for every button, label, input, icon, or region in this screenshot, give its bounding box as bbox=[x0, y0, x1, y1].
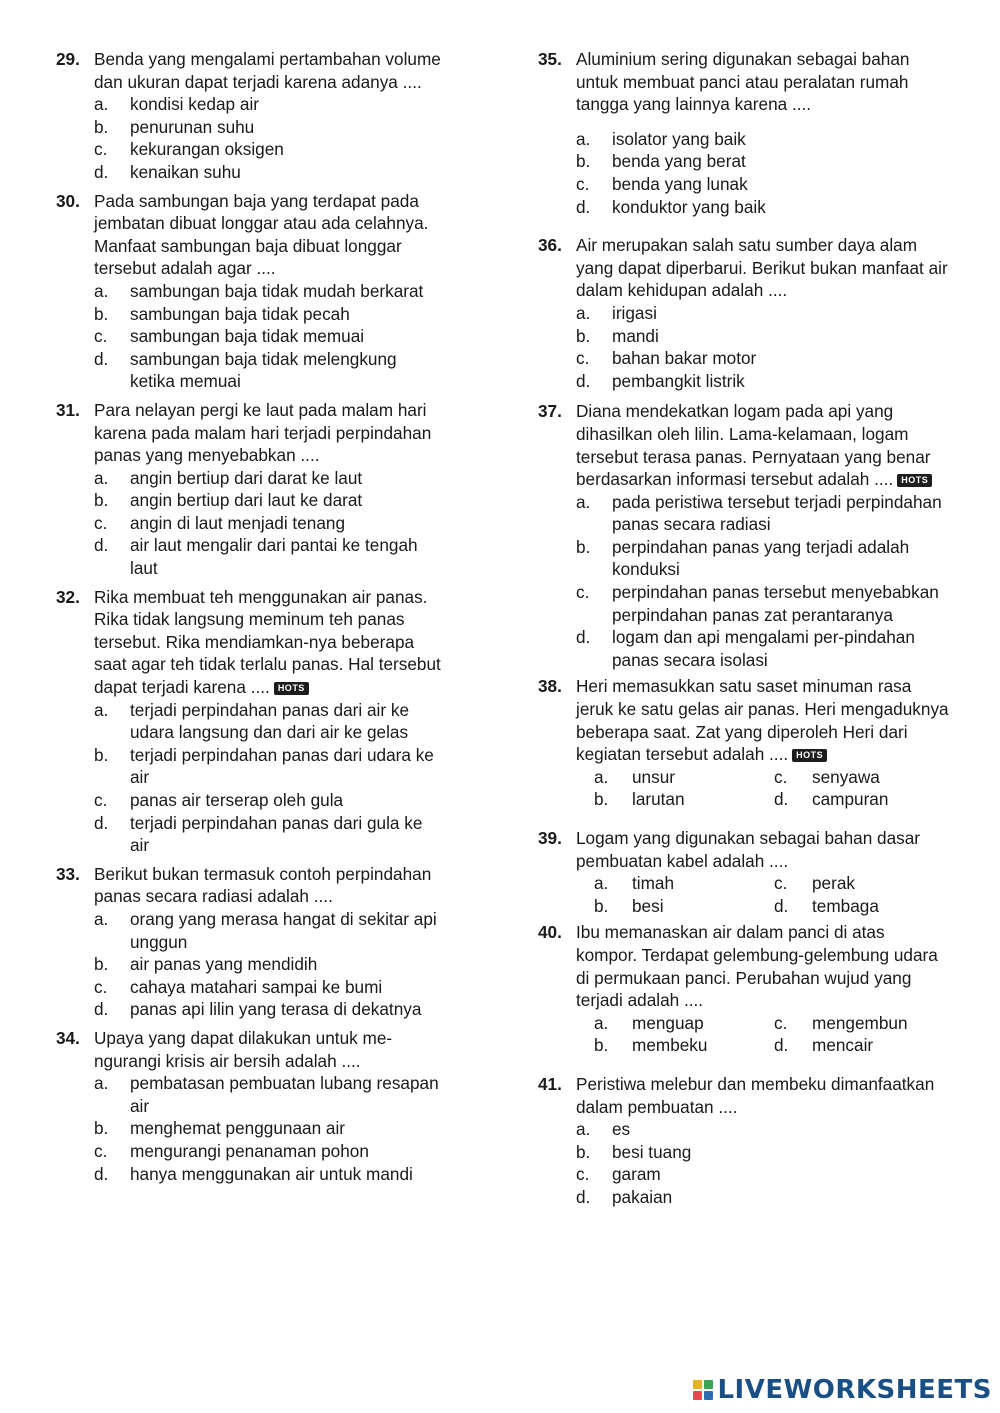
question-text: Diana mendekatkan logam pada api yang dihasilkan oleh lilin. Lama-kelamaan, logam tersebut terasa panas. Pernyataan yang benar berdasarkan informasi tersebut adalah .... bbox=[576, 401, 931, 490]
answer-option-d[interactable] bbox=[576, 370, 950, 393]
answer-option-d[interactable] bbox=[576, 1186, 950, 1209]
question-30 bbox=[56, 190, 441, 393]
option-letter: d. bbox=[94, 535, 109, 556]
answer-option-c[interactable] bbox=[576, 581, 950, 626]
answer-option-b[interactable] bbox=[576, 325, 950, 348]
option-text: air laut mengalir dari pantai ke tengah laut bbox=[130, 535, 418, 579]
option-letter: d. bbox=[576, 370, 591, 391]
answer-option-d[interactable] bbox=[576, 196, 950, 219]
question-header bbox=[56, 190, 441, 280]
answer-option-d[interactable] bbox=[94, 812, 441, 857]
option-text: terjadi perpindahan panas dari udara ke air bbox=[130, 744, 434, 788]
question-number: 39. bbox=[538, 828, 562, 848]
option-text: senyawa bbox=[812, 766, 880, 787]
option-text: perak bbox=[812, 873, 855, 894]
question-header bbox=[538, 675, 950, 765]
answer-option-b[interactable] bbox=[594, 788, 774, 811]
option-text: hanya menggunakan air untuk mandi bbox=[130, 1163, 413, 1184]
question-32 bbox=[56, 586, 441, 857]
option-text: benda yang berat bbox=[612, 151, 746, 172]
question-number: 36. bbox=[538, 235, 562, 256]
option-text: pembangkit listrik bbox=[612, 370, 745, 391]
answer-option-b[interactable] bbox=[94, 744, 441, 789]
logo-square-2 bbox=[704, 1380, 713, 1389]
question-header bbox=[538, 827, 950, 872]
answer-option-d[interactable] bbox=[94, 998, 441, 1021]
option-text: es bbox=[612, 1119, 631, 1140]
question-stem bbox=[94, 48, 441, 93]
liveworksheets-watermark[interactable] bbox=[693, 1375, 992, 1405]
option-text: tembaga bbox=[812, 895, 879, 916]
question-29 bbox=[56, 48, 441, 184]
question-number: 30. bbox=[56, 190, 80, 211]
option-text: besi bbox=[632, 895, 664, 916]
option-letter: c. bbox=[774, 1012, 788, 1033]
option-text: garam bbox=[612, 1164, 661, 1185]
question-stem bbox=[94, 190, 441, 280]
answer-option-b[interactable] bbox=[94, 303, 441, 326]
option-text: campuran bbox=[812, 789, 889, 810]
answer-option-d[interactable] bbox=[94, 1163, 441, 1186]
answer-option-a[interactable] bbox=[594, 872, 774, 895]
option-letter: c. bbox=[94, 512, 108, 533]
question-38 bbox=[538, 675, 950, 811]
answer-option-d[interactable] bbox=[94, 348, 441, 393]
option-letter: a. bbox=[94, 467, 109, 488]
option-letter: b. bbox=[594, 789, 609, 810]
answer-options bbox=[594, 766, 950, 811]
option-text: mengurangi penanaman pohon bbox=[130, 1140, 369, 1161]
answer-option-d[interactable] bbox=[94, 534, 441, 579]
option-letter: a. bbox=[576, 128, 591, 149]
option-letter: c. bbox=[94, 976, 108, 997]
question-stem bbox=[576, 1073, 950, 1118]
question-stem bbox=[576, 827, 950, 872]
option-letter: a. bbox=[594, 873, 609, 894]
option-letter: d. bbox=[774, 895, 789, 916]
option-letter: c. bbox=[94, 326, 108, 347]
question-stem bbox=[94, 1027, 441, 1072]
answer-option-b[interactable] bbox=[94, 489, 441, 512]
option-letter: b. bbox=[94, 744, 109, 765]
answer-options bbox=[594, 872, 950, 917]
answer-options bbox=[94, 93, 441, 183]
option-letter: c. bbox=[94, 790, 108, 810]
question-stem bbox=[576, 675, 950, 765]
answer-option-a[interactable] bbox=[576, 1118, 950, 1141]
question-header bbox=[538, 921, 950, 1011]
option-text: terjadi perpindahan panas dari gula ke air bbox=[130, 812, 423, 856]
option-letter: b. bbox=[576, 1141, 591, 1162]
question-stem bbox=[576, 400, 950, 490]
answer-options bbox=[94, 280, 441, 393]
answer-option-a[interactable] bbox=[94, 467, 441, 490]
answer-option-a[interactable] bbox=[94, 280, 441, 303]
option-text: terjadi perpindahan panas dari air ke udara langsung dan dari air ke gelas bbox=[130, 699, 410, 743]
answer-option-c[interactable] bbox=[774, 766, 954, 789]
answer-option-b[interactable] bbox=[94, 116, 441, 139]
answer-option-a[interactable] bbox=[94, 908, 441, 953]
answer-option-a[interactable] bbox=[594, 766, 774, 789]
option-text: kondisi kedap air bbox=[130, 94, 259, 115]
option-text: larutan bbox=[632, 789, 685, 810]
answer-option-a[interactable] bbox=[576, 128, 950, 151]
question-number: 41. bbox=[538, 1073, 562, 1094]
option-letter: c. bbox=[576, 348, 590, 369]
brand-name: LIVEWORKSHEETS bbox=[717, 1375, 992, 1405]
question-stem bbox=[94, 586, 441, 699]
question-text: Ibu memanaskan air dalam panci di atas kompor. Terdapat gelembung-gelembung udara di permukaan panci. Perubahan wujud yang terjadi adalah .... bbox=[576, 922, 938, 1011]
option-text: angin di laut menjadi tenang bbox=[130, 512, 346, 533]
option-text: sambungan baja tidak pecah bbox=[130, 303, 350, 324]
hots-badge: HOTS bbox=[792, 749, 827, 762]
option-letter: c. bbox=[576, 1164, 590, 1185]
answer-option-b[interactable] bbox=[594, 1034, 774, 1057]
question-36 bbox=[538, 234, 950, 392]
option-letter: b. bbox=[576, 151, 591, 172]
option-letter: b. bbox=[94, 1118, 109, 1139]
option-text: sambungan baja tidak melengkung ketika memuai bbox=[130, 348, 397, 392]
option-text: mengembun bbox=[812, 1012, 908, 1033]
question-header bbox=[56, 48, 441, 93]
option-letter: d. bbox=[774, 789, 789, 810]
option-text: orang yang merasa hangat di sekitar api unggun bbox=[130, 908, 437, 952]
question-text: Pada sambungan baja yang terdapat pada jembatan dibuat longgar atau ada celahnya. Manfaat sambungan baja dibuat longgar tersebut adalah agar .... bbox=[94, 190, 429, 279]
question-stem bbox=[94, 863, 441, 908]
answer-option-c[interactable] bbox=[94, 325, 441, 348]
answer-options bbox=[94, 1072, 441, 1185]
question-number: 33. bbox=[56, 863, 80, 884]
option-text: konduktor yang baik bbox=[612, 196, 766, 217]
option-letter: d. bbox=[94, 812, 109, 833]
answer-options bbox=[94, 908, 441, 1021]
question-35 bbox=[538, 48, 950, 218]
answer-option-c[interactable] bbox=[774, 1012, 954, 1035]
answer-option-b[interactable] bbox=[594, 895, 774, 918]
answer-option-a[interactable] bbox=[576, 302, 950, 325]
question-number: 32. bbox=[56, 586, 80, 607]
option-text: pakaian bbox=[612, 1186, 673, 1207]
question-31 bbox=[56, 399, 441, 580]
option-letter: b. bbox=[576, 325, 591, 346]
answer-option-a[interactable] bbox=[576, 491, 950, 536]
option-text: perpindahan panas yang terjadi adalah konduksi bbox=[612, 536, 910, 580]
option-letter: d. bbox=[94, 999, 109, 1020]
answer-option-b[interactable] bbox=[576, 150, 950, 173]
question-number: 37. bbox=[538, 401, 562, 422]
answer-option-d[interactable] bbox=[576, 626, 950, 671]
option-text: irigasi bbox=[612, 302, 657, 323]
option-text: sambungan baja tidak memuai bbox=[130, 326, 365, 347]
answer-option-c[interactable] bbox=[774, 872, 954, 895]
option-text: perpindahan panas tersebut menyebabkan perpindahan panas zat perantaranya bbox=[612, 582, 939, 625]
option-letter: a. bbox=[94, 908, 109, 929]
option-letter: d. bbox=[576, 196, 591, 217]
question-header bbox=[56, 863, 441, 908]
question-text: Rika membuat teh menggunakan air panas. Rika tidak langsung meminum teh panas tersebut. Rika mendiamkan-nya beberapa saat agar teh tidak terlalu panas. Hal tersebut dapat terjadi karena .... bbox=[94, 586, 441, 698]
question-text: Benda yang mengalami pertambahan volume dan ukuran dapat terjadi karena adanya .... bbox=[94, 49, 441, 92]
answer-options bbox=[576, 128, 950, 218]
answer-options bbox=[576, 491, 950, 672]
answer-options bbox=[594, 1012, 950, 1057]
option-text: kekurangan oksigen bbox=[130, 139, 284, 160]
question-header bbox=[56, 1027, 441, 1072]
answer-options bbox=[94, 699, 441, 857]
option-text: timah bbox=[632, 873, 675, 894]
option-text: membeku bbox=[632, 1035, 708, 1056]
answer-option-b[interactable] bbox=[576, 536, 950, 581]
question-header bbox=[56, 586, 441, 699]
answer-option-a[interactable] bbox=[94, 93, 441, 116]
question-37 bbox=[538, 400, 950, 671]
logo-square-4 bbox=[704, 1391, 713, 1400]
answer-options bbox=[94, 467, 441, 580]
question-text: Peristiwa melebur dan membeku dimanfaatkan dalam pembuatan .... bbox=[576, 1073, 935, 1117]
option-text: sambungan baja tidak mudah berkarat bbox=[130, 280, 424, 301]
answer-option-c[interactable] bbox=[94, 789, 441, 812]
option-text: penurunan suhu bbox=[130, 116, 255, 137]
liveworksheets-logo-icon bbox=[693, 1380, 713, 1400]
option-letter: b. bbox=[94, 954, 109, 975]
option-text: mencair bbox=[812, 1035, 874, 1056]
question-text: Air merupakan salah satu sumber daya alam yang dapat diperbarui. Berikut bukan manfaat air dalam kehidupan adalah .... bbox=[576, 235, 948, 301]
answer-option-d[interactable] bbox=[774, 1034, 954, 1057]
option-letter: c. bbox=[774, 766, 788, 787]
question-number: 35. bbox=[538, 49, 562, 69]
option-text: benda yang lunak bbox=[612, 173, 748, 194]
option-text: panas air terserap oleh gula bbox=[130, 790, 344, 810]
logo-square-1 bbox=[693, 1380, 702, 1389]
option-letter: c. bbox=[774, 873, 788, 894]
answer-option-c[interactable] bbox=[94, 1140, 441, 1163]
answer-option-a[interactable] bbox=[94, 1072, 441, 1117]
option-letter: a. bbox=[94, 1073, 109, 1094]
option-text: cahaya matahari sampai ke bumi bbox=[130, 976, 383, 997]
answer-option-c[interactable] bbox=[576, 347, 950, 370]
question-text: Berikut bukan termasuk contoh perpindahan panas secara radiasi adalah .... bbox=[94, 863, 432, 907]
answer-option-a[interactable] bbox=[594, 1012, 774, 1035]
option-letter: c. bbox=[576, 173, 590, 194]
answer-options bbox=[576, 302, 950, 392]
option-text: angin bertiup dari darat ke laut bbox=[130, 467, 363, 488]
answer-option-c[interactable] bbox=[94, 138, 441, 161]
answer-option-c[interactable] bbox=[576, 1163, 950, 1186]
question-text: Para nelayan pergi ke laut pada malam hari karena pada malam hari terjadi perpindahan panas yang menyebabkan .... bbox=[94, 399, 432, 466]
question-header bbox=[538, 48, 950, 116]
option-text: mandi bbox=[612, 325, 659, 346]
option-letter: c. bbox=[94, 139, 108, 160]
answer-option-d[interactable] bbox=[94, 161, 441, 184]
question-number: 29. bbox=[56, 49, 80, 69]
option-letter: d. bbox=[576, 1186, 591, 1207]
option-text: bahan bakar motor bbox=[612, 348, 757, 369]
option-letter: b. bbox=[594, 1035, 609, 1056]
question-number: 34. bbox=[56, 1027, 80, 1048]
answer-option-b[interactable] bbox=[576, 1141, 950, 1164]
option-text: pembatasan pembuatan lubang resapan air bbox=[130, 1073, 439, 1116]
answer-option-c[interactable] bbox=[576, 173, 950, 196]
answer-option-b[interactable] bbox=[94, 953, 441, 976]
question-39 bbox=[538, 827, 950, 917]
answer-option-c[interactable] bbox=[94, 512, 441, 535]
question-stem bbox=[94, 399, 441, 467]
option-letter: b. bbox=[576, 536, 591, 557]
question-stem bbox=[576, 921, 950, 1011]
answer-option-b[interactable] bbox=[94, 1117, 441, 1140]
option-letter: d. bbox=[774, 1035, 789, 1056]
answer-option-d[interactable] bbox=[774, 788, 954, 811]
left-question-column bbox=[56, 48, 441, 1191]
question-number: 38. bbox=[538, 676, 562, 697]
option-text: menghemat penggunaan air bbox=[130, 1118, 346, 1139]
option-text: air panas yang mendidih bbox=[130, 954, 318, 975]
option-letter: b. bbox=[94, 303, 109, 324]
question-number: 40. bbox=[538, 922, 562, 943]
option-letter: a. bbox=[94, 699, 109, 720]
question-header bbox=[56, 399, 441, 467]
question-text: Upaya yang dapat dilakukan untuk me-ngurangi krisis air bersih adalah .... bbox=[94, 1027, 393, 1071]
option-letter: d. bbox=[94, 161, 109, 182]
option-letter: a. bbox=[94, 280, 109, 301]
logo-square-3 bbox=[693, 1391, 702, 1400]
question-header bbox=[538, 234, 950, 302]
option-text: kenaikan suhu bbox=[130, 161, 241, 182]
option-text: logam dan api mengalami per-pindahan panas secara isolasi bbox=[612, 627, 915, 670]
answer-option-a[interactable] bbox=[94, 699, 441, 744]
hots-badge: HOTS bbox=[897, 474, 932, 487]
question-34 bbox=[56, 1027, 441, 1185]
option-letter: a. bbox=[594, 766, 609, 787]
option-letter: d. bbox=[576, 627, 591, 648]
question-number: 31. bbox=[56, 399, 80, 420]
option-text: angin bertiup dari laut ke darat bbox=[130, 490, 363, 511]
option-letter: c. bbox=[94, 1140, 108, 1161]
option-letter: d. bbox=[94, 1163, 109, 1184]
question-stem bbox=[576, 48, 950, 116]
question-text: Logam yang digunakan sebagai bahan dasar pembuatan kabel adalah .... bbox=[576, 828, 921, 871]
right-question-column bbox=[538, 48, 950, 1213]
option-letter: a. bbox=[576, 1119, 591, 1140]
question-header bbox=[538, 400, 950, 490]
question-41 bbox=[538, 1073, 950, 1209]
option-letter: d. bbox=[94, 348, 109, 369]
question-text: Heri memasukkan satu saset minuman rasa jeruk ke satu gelas air panas. Heri mengaduknya beberapa saat. Zat yang diperoleh Heri dari kegiatan tersebut adalah .... bbox=[576, 676, 949, 765]
option-text: besi tuang bbox=[612, 1141, 692, 1162]
option-text: menguap bbox=[632, 1012, 704, 1033]
option-letter: a. bbox=[94, 94, 109, 115]
question-40 bbox=[538, 921, 950, 1057]
option-letter: b. bbox=[94, 490, 109, 511]
option-letter: b. bbox=[594, 895, 609, 916]
option-letter: a. bbox=[576, 302, 591, 323]
question-header bbox=[538, 1073, 950, 1118]
answer-option-d[interactable] bbox=[774, 895, 954, 918]
question-stem bbox=[576, 234, 950, 302]
answer-options bbox=[576, 1118, 950, 1208]
answer-option-c[interactable] bbox=[94, 976, 441, 999]
option-text: unsur bbox=[632, 766, 675, 787]
option-text: pada peristiwa tersebut terjadi perpindahan panas secara radiasi bbox=[612, 491, 942, 535]
question-text: Aluminium sering digunakan sebagai bahan untuk membuat panci atau peralatan rumah tangga yang lainnya karena .... bbox=[576, 49, 910, 115]
option-letter: c. bbox=[576, 582, 590, 603]
option-letter: a. bbox=[594, 1012, 609, 1033]
question-33 bbox=[56, 863, 441, 1021]
option-text: panas api lilin yang terasa di dekatnya bbox=[130, 999, 422, 1020]
option-text: isolator yang baik bbox=[612, 128, 746, 149]
option-letter: b. bbox=[94, 116, 109, 137]
hots-badge: HOTS bbox=[274, 682, 309, 695]
option-letter: a. bbox=[576, 491, 591, 512]
